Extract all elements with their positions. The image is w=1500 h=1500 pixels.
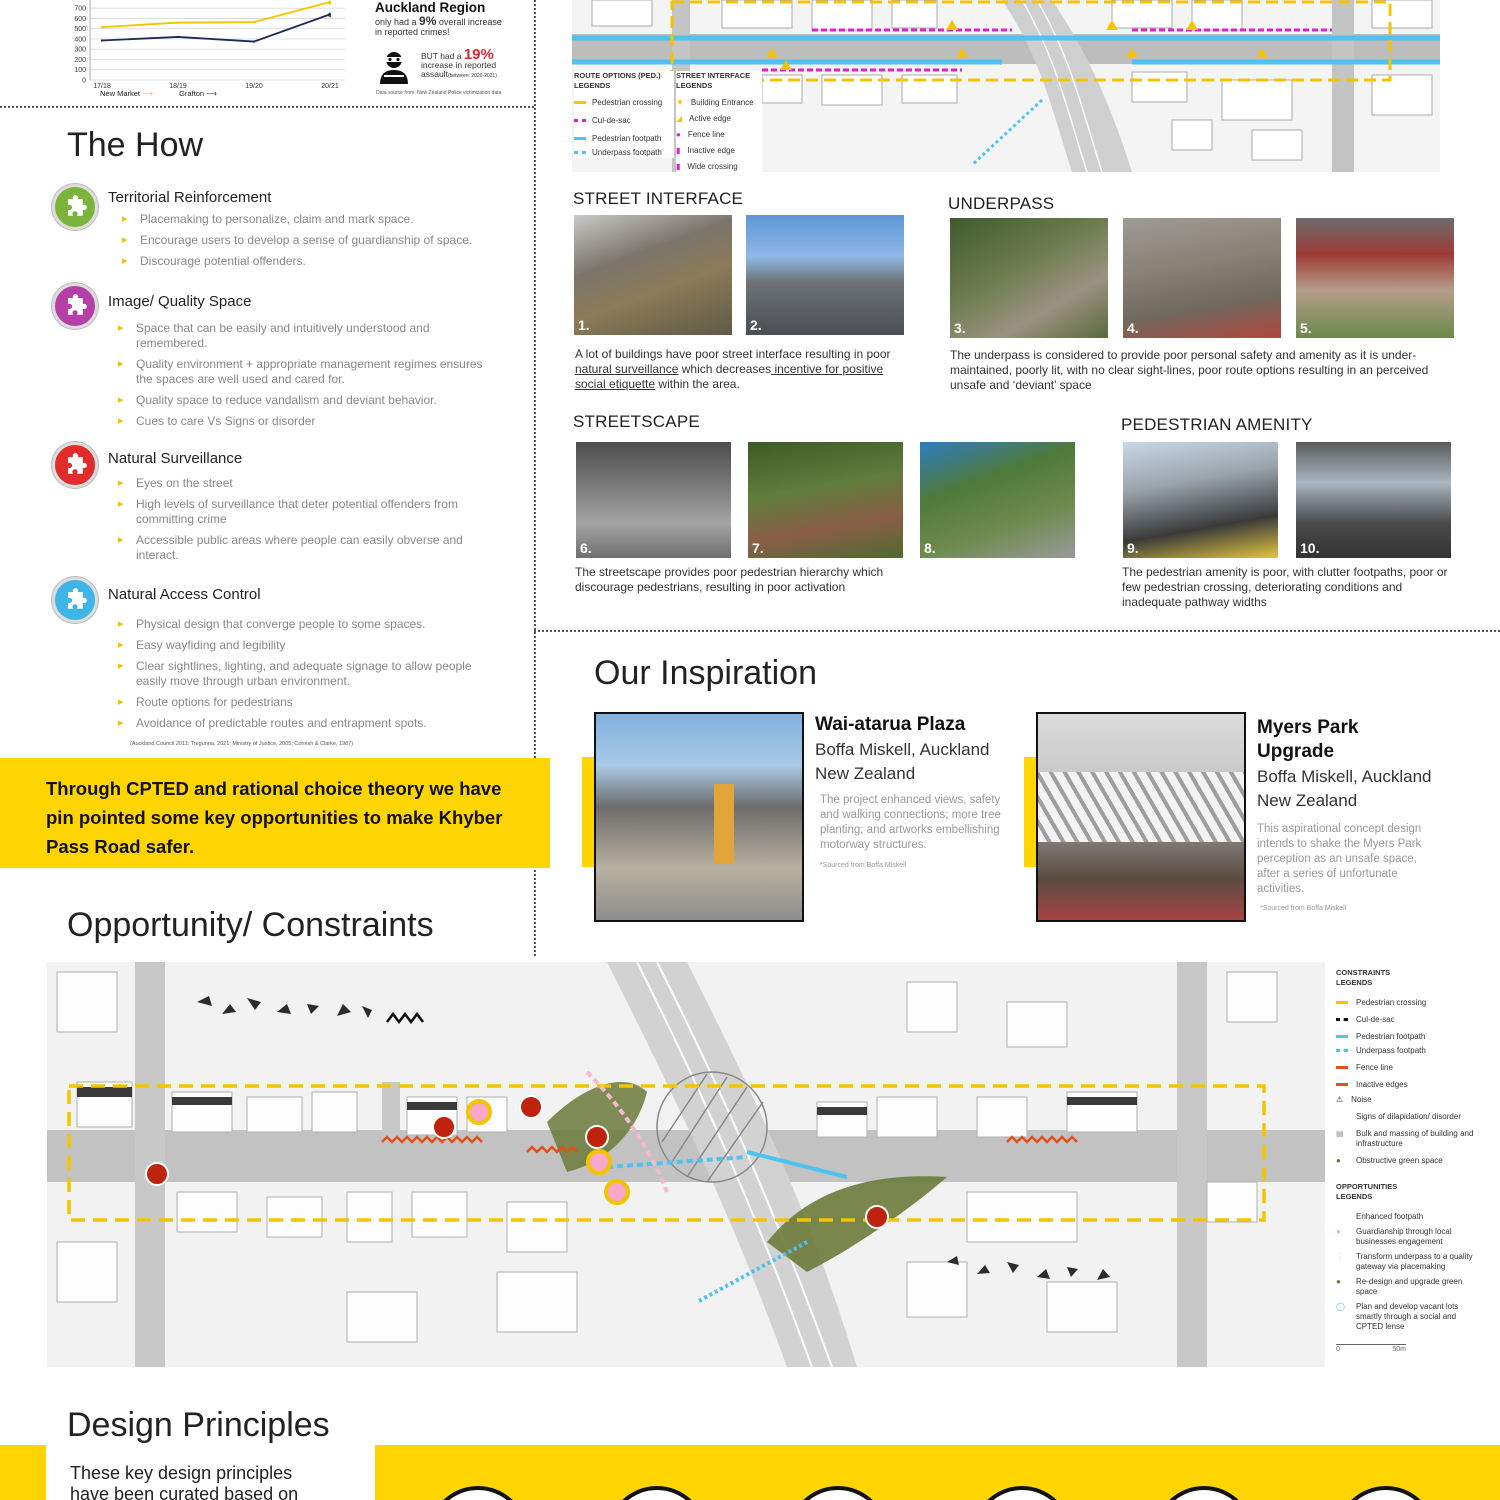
legend-row: ▼ Building Entrance [676,98,754,107]
divider-vertical-lower [534,866,536,956]
divider-vertical [534,0,536,758]
insp-1-title: Wai-atarua Plaza [815,714,966,735]
insp-1-desc: The project enhanced views, safety and walking connections; more tree planting; and artworks embellishing motorway structures. [820,794,1001,851]
street-interface-title: STREET INTERFACE [573,189,744,208]
street-interface-text: A lot of buildings have poor street interface resulting in poor natural surveillance which decreases incentive for positive social etiquette within the area. [575,347,891,391]
chart-x-tick-label: 18/19 [169,83,187,90]
route-legend [574,71,674,158]
stats-line1: only had a 9% overall increase [375,14,502,28]
bullet: ▸ Avoidance of predictable routes and entrapment spots. [118,716,488,731]
chart-y-tick-label: 500 [74,26,86,34]
legend-row: Inactive edges [1336,1080,1476,1090]
principle-2-bullets [118,321,488,435]
pedestrian-amenity-title: PEDESTRIAN AMENITY [1121,415,1313,434]
burglar-icon [376,50,412,84]
photo-1: 1. [574,215,732,335]
photo-9: 9. [1123,442,1278,558]
assault-line1: BUT had a 19% [421,46,494,63]
banner-text: Through CPTED and rational choice theory we have pin pointed some key opportunities to make Khyber Pass Road safer. [46,778,503,857]
opportunities-head2: LEGENDS [1336,1192,1373,1201]
constraints-head1: CONSTRAINTS [1336,968,1391,977]
bullet: ▸ Quality environment + appropriate management regimes ensures the spaces are well used and cared for. [118,357,488,387]
chart-y-tick-label: 600 [74,15,86,23]
route-legend-head1: ROUTE OPTIONS (PED.) [574,71,661,80]
scale-bar: 0 50m [1336,1346,1406,1353]
legend-row: Underpass footpath [574,148,674,158]
underpass-title: UNDERPASS [948,194,1055,213]
bullet: ▸ Quality space to reduce vandalism and deviant behavior. [118,393,488,408]
legend-row: ▤ Bulk and massing of building and infrastructure [1336,1129,1474,1148]
legend-row: ● Guardianship through local businesses engagement [1336,1227,1452,1246]
opportunity-title: Opportunity/ Constraints [67,906,434,944]
bullet: ▸ Cues to care Vs Signs or disorder [118,414,488,429]
legend-row: ⚠ Noise [1336,1095,1372,1104]
stats-source: Data source from: New Zealand Police victimization data [376,90,502,96]
principle-1-name: Territorial Reinforcement [108,189,272,206]
opportunity-constraints-map [47,962,1325,1367]
legend-row: ▮ Inactive edge [676,146,735,155]
chart-legend [100,89,217,98]
how-title: The How [67,126,204,164]
access-control-puzzle-icon [52,577,98,623]
opportunities-head1: OPPORTUNITIES [1336,1182,1398,1191]
legend-row: ● Re-design and upgrade green space [1336,1277,1463,1296]
bullet: ▸ Accessible public areas where people can easily obverse and interact. [118,533,488,563]
chart-y-tick-label: 700 [74,5,86,13]
chart-series-arrowhead [326,12,331,17]
chart-y-tick-label: 0 [82,77,86,85]
assault-stats [421,46,531,81]
photo-3: 3. [950,218,1108,338]
chart-series-line-new-market [102,2,330,27]
chart-point [253,40,255,42]
legend-row: Pedestrian footpath [1336,1032,1476,1042]
legend-arrow-yellow: ⟶ [142,89,153,98]
legend-row: ▮ Wide crossing [676,162,738,171]
insp-1-photo [594,712,804,922]
photo-6: 6. [576,442,731,558]
bullet: ▸ Easy wayfiding and legibility [118,638,488,653]
insp-1-column [714,784,734,864]
design-principles-title: Design Principles [67,1406,330,1444]
chart-point [177,36,179,38]
legend-arrow-navy: ⟶ [206,89,217,98]
chart-series-arrowhead [326,0,331,5]
image-quality-puzzle-icon [52,283,98,329]
principles-intro [70,1463,298,1500]
bullet: ▸ Placemaking to personalize, claim and mark space. [122,212,492,227]
surveillance-puzzle-icon [52,442,98,488]
crime-line-chart [60,0,350,102]
legend-row: ⋮ Transform underpass to a quality gateway via placemaking [1336,1252,1473,1271]
legend-row: ● Fence line [676,130,725,139]
underpass-text: The underpass is considered to provide poor personal safety and amenity as it is under-maintained, poorly lit, with no clear sight-lines, poor route options resulting in an perceived unsafe and ‘deviant’ space [950,348,1429,392]
chart-point [101,39,103,41]
principle-4-bullets [118,617,488,737]
legend-row: Pedestrian crossing [574,98,674,108]
how-citation: (Auckland Council 2011; Tregunna, 2021; Ministry of Justice, 2005; Cornish & Clarke, 1987) [130,741,354,747]
intro-line1: These key design principles [70,1463,293,1483]
divider-mid-right [534,630,1500,632]
bullet: ▸ Discourage potential offenders. [122,254,492,269]
principles-left-accent [0,1445,46,1500]
principle-2-name: Image/ Quality Space [108,293,252,310]
legend-row: Underpass footpath [1336,1046,1476,1056]
photo-4: 4. [1123,218,1281,338]
insp-1-source: *Sourced from Boffa Miskell [820,862,907,869]
territorial-puzzle-icon [52,184,98,230]
legend-row: ◯ Plan and develop vacant lots smartly through a social and CPTED lense [1336,1302,1459,1331]
chart-y-tick-label: 400 [74,36,86,44]
legend-grafton: Grafton [179,89,205,98]
bullet: ▸ Route options for pedestrians [118,695,488,710]
legend-row: Cul-de-sac [574,116,674,126]
principle-4-name: Natural Access Control [108,586,261,603]
legend-row: Signs of dilapidation/ disorder [1356,1112,1461,1121]
constraints-head2: LEGENDS [1336,978,1373,987]
photo-5: 5. [1296,218,1454,338]
bullet: ▸ Eyes on the street [118,476,488,491]
assault-line3: assault(between: 2020-2021) [421,69,497,79]
principles-yellow-band [375,1445,1500,1500]
legend-row: ◢ Active edge [676,114,731,123]
insp-1-firm: Boffa Miskell, Auckland [815,740,990,759]
principle-3-name: Natural Surveillance [108,450,243,467]
chart-point [177,21,179,23]
chart-y-tick-label: 200 [74,56,86,64]
intro-line2: have been curated based on [70,1484,299,1500]
legend-row: Pedestrian crossing [1336,998,1476,1008]
constraints-legend [1336,968,1476,1355]
photo-7: 7. [748,442,903,558]
legend-row: Cul-de-sac [1336,1015,1476,1025]
insp-2-photo [1036,712,1246,922]
streetscape-text: The streetscape provides poor pedestrian hierarchy which discourage pedestrians, resulting in poor activation [575,565,884,594]
bullet: ▸ Clear sightlines, lighting, and adequate signage to allow people easily move through urban environment. [118,659,488,689]
chart-y-tick-label: 100 [74,67,86,75]
chart-x-tick-label: 17/18 [93,83,111,90]
photo-8: 8. [920,442,1075,558]
insp-2-facade [1038,772,1246,842]
chart-y-ticks [74,6,86,85]
crime-stats [375,0,525,38]
principle-3-bullets [118,476,488,569]
legend-row: Fence line [1336,1063,1476,1073]
insp-1-country: New Zealand [815,764,916,783]
insp-2-source: *Sourced from Boffa Miskell [1260,905,1347,912]
bullet: ▸ Space that can be easily and intuitively understood and remembered. [118,321,488,351]
route-legend-head2: LEGENDS [574,81,611,90]
interface-legend [676,71,762,176]
insp-2-desc: This aspirational concept design intends to shake the Myers Park perception as an unsafe space, after a series of unfortunate activities. [1257,823,1422,895]
bullet: ▸ High levels of surveillance that deter potential offenders from committing crime [118,497,488,527]
insp-2-firm: Boffa Miskell, Auckland [1257,767,1432,786]
streetscape-title: STREETSCAPE [573,412,700,431]
interface-legend-head2: LEGENDS [676,81,713,90]
bullet: ▸ Encourage users to develop a sense of guardianship of space. [122,233,492,248]
chart-x-tick-label: 20/21 [321,83,339,90]
stats-line2: in reported crimes! [375,27,450,37]
interface-legend-head1: STREET INTERFACE [676,71,751,80]
legend-row: ● Obstructive green space [1336,1156,1443,1165]
insp-2-country: New Zealand [1257,791,1358,810]
photo-10: 10. [1296,442,1451,558]
divider-top-left [0,106,534,108]
assault-line2: increase in reported [421,60,497,70]
chart-y-tick-label: 300 [74,46,86,54]
legend-new-market: New Market [100,89,141,98]
legend-row: Pedestrian footpath [574,134,674,144]
chart-point [101,26,103,28]
insp-2-title: Myers Park Upgrade [1257,717,1359,762]
amenity-text: The pedestrian amenity is poor, with clutter footpaths, poor or few pedestrian crossing, deteriorating conditions and inadequate pathway widths [1122,565,1448,609]
chart-series [101,0,331,43]
legend-row: Enhanced footpath [1356,1212,1424,1221]
photo-2: 2. [746,215,904,335]
inspiration-title: Our Inspiration [594,654,817,692]
bullet: ▸ Physical design that converge people to some spaces. [118,617,488,632]
chart-x-tick-label: 19/20 [245,83,263,90]
chart-point [253,21,255,23]
principle-1-bullets [122,212,492,275]
stats-region: Auckland Region [375,0,486,15]
